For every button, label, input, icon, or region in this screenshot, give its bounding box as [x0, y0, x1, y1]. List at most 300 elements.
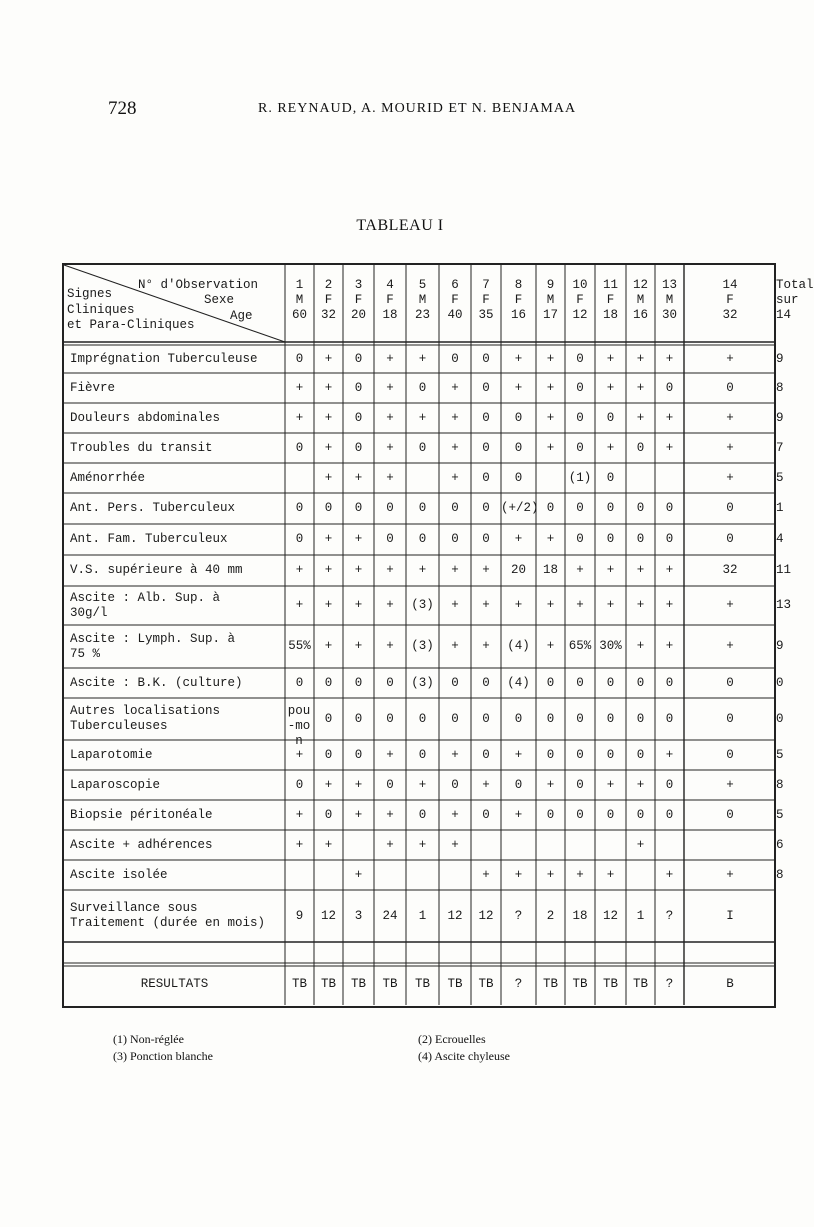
- table-cell: 0: [324, 807, 333, 822]
- table-cell: 32: [722, 563, 738, 577]
- column-header-13: 13: [661, 277, 677, 292]
- table-cell: +: [726, 867, 734, 882]
- table-cell: +: [514, 598, 523, 612]
- table-cell: 0: [482, 380, 490, 395]
- table-cell: +: [386, 639, 394, 653]
- table-cell: +: [354, 807, 363, 822]
- table-cell: 0: [324, 675, 333, 690]
- column-header-4: 4: [386, 277, 394, 292]
- table-cell: 0: [418, 532, 427, 546]
- table-cell: +: [324, 532, 333, 546]
- table-cell: 0: [576, 675, 584, 690]
- table-cell: +: [606, 380, 615, 395]
- column-header-14: F: [726, 292, 734, 307]
- results-cell: TB: [572, 977, 588, 991]
- table-cell: +: [636, 837, 645, 852]
- column-header-14: 14: [722, 277, 738, 292]
- table-cell: (4): [507, 675, 530, 690]
- total-header: 14: [776, 307, 792, 322]
- table-cell: +: [451, 837, 459, 852]
- table-cell: (+/2): [501, 501, 539, 515]
- row-total: 9: [776, 351, 784, 366]
- column-header-13: M: [665, 292, 674, 307]
- table-cell: 0: [295, 440, 304, 455]
- column-header-11: F: [606, 292, 615, 307]
- column-header-12: 16: [632, 307, 648, 322]
- table-cell: +: [354, 639, 363, 653]
- table-cell: 0: [418, 380, 427, 395]
- table-cell: 0: [546, 501, 555, 515]
- corner-cliniques: Cliniques: [67, 303, 135, 317]
- row-total: 5: [776, 470, 784, 485]
- table-cell: +: [482, 598, 490, 612]
- row-total: 8: [776, 867, 784, 882]
- table-cell: +: [514, 351, 523, 366]
- results-label: RESULTATS: [140, 977, 209, 991]
- table-cell: +: [354, 470, 363, 485]
- footnotes-left: [113, 1031, 213, 1065]
- table-cell: +: [386, 380, 394, 395]
- corner-para-cliniques: et Para-Cliniques: [67, 318, 195, 332]
- observation-table: [62, 263, 814, 1008]
- table-cell: 30%: [599, 639, 622, 653]
- table-cell: +: [451, 747, 459, 762]
- table-cell: +: [546, 598, 555, 612]
- table-cell: 0: [354, 711, 363, 726]
- table-cell: +: [546, 532, 555, 546]
- total-header: sur: [776, 292, 799, 307]
- table-cell: +: [354, 867, 363, 882]
- table-cell: +: [451, 563, 459, 577]
- row-label: Biopsie péritonéale: [70, 807, 213, 822]
- table-cell: +: [418, 351, 427, 366]
- table-title: TABLEAU I: [356, 217, 444, 234]
- column-header-1: 1: [295, 277, 304, 292]
- table-cell: 0: [576, 501, 584, 515]
- table-cell: 0: [295, 675, 304, 690]
- table-cell: +: [451, 807, 459, 822]
- column-header-4: F: [386, 292, 394, 307]
- table-cell: +: [606, 598, 615, 612]
- column-header-9: 17: [542, 307, 558, 322]
- table-cell: 0: [606, 532, 615, 546]
- table-cell: 0: [482, 410, 490, 425]
- table-cell: +: [606, 440, 615, 455]
- row-total: 8: [776, 380, 784, 395]
- table-cell: 0: [576, 532, 584, 546]
- table-cell: +: [418, 777, 427, 792]
- table-cell: +: [386, 351, 394, 366]
- column-header-7: F: [482, 292, 490, 307]
- table-cell: 3: [354, 908, 363, 923]
- column-header-5: 23: [414, 307, 430, 322]
- table-cell: +: [636, 563, 645, 577]
- table-cell: +: [726, 639, 734, 653]
- table-cell: 0: [636, 501, 645, 515]
- table-cell: 9: [295, 908, 304, 923]
- table-cell: +: [386, 747, 394, 762]
- table-cell: 0: [386, 711, 394, 726]
- table-cell: 0: [576, 440, 584, 455]
- table-cell: 20: [510, 563, 526, 577]
- table-cell: +: [451, 639, 459, 653]
- table-cell: 0: [418, 711, 427, 726]
- table-cell: 0: [482, 711, 490, 726]
- table-cell: 0: [354, 380, 363, 395]
- row-label: Tuberculeuses: [70, 719, 168, 733]
- table-cell: +: [576, 867, 584, 882]
- row-total: 0: [776, 711, 784, 726]
- column-header-3: F: [354, 292, 363, 307]
- table-cell: +: [324, 639, 333, 653]
- row-total: 6: [776, 837, 784, 852]
- table-cell: 0: [386, 675, 394, 690]
- total-header: Total: [776, 277, 814, 292]
- results-cell: TB: [382, 977, 398, 991]
- table-cell: +: [726, 351, 734, 366]
- table-cell: 0: [482, 440, 490, 455]
- table-cell: ?: [665, 908, 674, 923]
- column-header-9: 9: [546, 277, 555, 292]
- table-cell: +: [386, 470, 394, 485]
- table-cell: 0: [636, 675, 645, 690]
- column-header-14: 32: [722, 307, 738, 322]
- column-header-3: 20: [350, 307, 366, 322]
- table-cell: +: [636, 639, 645, 653]
- table-cell: +: [546, 410, 555, 425]
- footnote-1: (1) Non-réglée: [113, 1032, 184, 1046]
- table-cell: +: [726, 470, 734, 485]
- column-header-8: 8: [514, 277, 523, 292]
- row-label: Laparotomie: [70, 747, 153, 762]
- table-cell: +: [386, 807, 394, 822]
- row-label: 30g/l: [70, 605, 108, 620]
- table-cell: 12: [478, 908, 494, 923]
- table-cell: +: [324, 777, 333, 792]
- column-header-1: 60: [291, 307, 307, 322]
- table-cell: +: [295, 837, 304, 852]
- row-label: 75 %: [70, 646, 101, 661]
- table-cell: +: [606, 351, 615, 366]
- table-cell: 0: [546, 747, 555, 762]
- column-header-7: 7: [482, 277, 490, 292]
- row-label: Ascite : B.K. (culture): [70, 675, 243, 690]
- table-cell: 0: [354, 675, 363, 690]
- table-cell: +: [636, 777, 645, 792]
- table-cell: 0: [726, 380, 734, 395]
- row-label: Ascite : Lymph. Sup. à: [70, 631, 236, 646]
- table-cell: +: [324, 563, 333, 577]
- row-label: Autres localisations: [70, 704, 221, 718]
- table-cell: +: [324, 380, 333, 395]
- column-header-6: 40: [447, 307, 463, 322]
- table-cell: 0: [514, 711, 523, 726]
- corner-observation: N° d'Observation: [138, 278, 259, 292]
- column-header-2: F: [324, 292, 333, 307]
- table-cell: 0: [324, 711, 333, 726]
- table-cell: 18: [572, 908, 588, 923]
- table-cell: 0: [576, 747, 584, 762]
- table-cell: +: [354, 563, 363, 577]
- table-cell: +: [546, 351, 555, 366]
- table-cell: +: [606, 563, 615, 577]
- table-cell: +: [295, 598, 304, 612]
- column-header-11: 18: [602, 307, 618, 322]
- corner-age: Age: [230, 309, 253, 323]
- table-cell: +: [354, 532, 363, 546]
- table-cell: +: [514, 867, 523, 882]
- table-cell: +: [636, 351, 645, 366]
- row-total: 11: [776, 563, 792, 577]
- table-cell: 0: [451, 501, 459, 515]
- table-cell: 0: [606, 501, 615, 515]
- column-header-5: M: [418, 292, 427, 307]
- table-cell: pou-mon: [287, 704, 311, 748]
- table-cell: +: [295, 410, 304, 425]
- table-cell: 0: [606, 711, 615, 726]
- row-total: 0: [776, 675, 784, 690]
- row-total: 5: [776, 747, 784, 762]
- row-total: 13: [776, 598, 792, 612]
- row-total: 8: [776, 777, 784, 792]
- table-cell: 0: [354, 501, 363, 515]
- table-cell: +: [665, 598, 674, 612]
- row-label: Aménorrhée: [70, 470, 146, 485]
- table-cell: 0: [576, 807, 584, 822]
- table-cell: +: [514, 380, 523, 395]
- table-cell: +: [546, 867, 555, 882]
- table-cell: 65%: [568, 639, 592, 653]
- column-header-11: 11: [602, 277, 618, 292]
- footnote-4: (4) Ascite chyleuse: [418, 1049, 510, 1063]
- table-cell: 0: [482, 675, 490, 690]
- table-cell: +: [324, 440, 333, 455]
- table-cell: 0: [451, 351, 459, 366]
- table-cell: +: [514, 807, 523, 822]
- results-cell: B: [726, 977, 734, 991]
- corner-sexe: Sexe: [204, 293, 235, 307]
- table-cell: 0: [354, 410, 363, 425]
- table-cell: 0: [606, 807, 615, 822]
- table-cell: 0: [636, 532, 645, 546]
- table-cell: +: [295, 380, 304, 395]
- footnote-3: (3) Ponction blanche: [113, 1049, 213, 1063]
- table-cell: 1: [418, 908, 427, 923]
- row-label: Douleurs abdominales: [70, 410, 221, 425]
- table-cell: +: [546, 440, 555, 455]
- corner-signes: Signes: [67, 287, 113, 301]
- table-cell: +: [665, 351, 674, 366]
- table-cell: +: [451, 380, 459, 395]
- table-cell: 12: [320, 908, 336, 923]
- table-cell: +: [324, 351, 333, 366]
- table-cell: +: [514, 747, 523, 762]
- table-cell: 0: [451, 675, 459, 690]
- table-cell: +: [665, 563, 674, 577]
- table-cell: 0: [354, 351, 363, 366]
- table-cell: +: [418, 837, 427, 852]
- table-cell: 0: [636, 440, 645, 455]
- column-header-1: M: [295, 292, 304, 307]
- table-cell: +: [295, 807, 304, 822]
- column-header-6: 6: [451, 277, 459, 292]
- table-cell: 0: [418, 807, 427, 822]
- table-cell: 0: [726, 711, 734, 726]
- table-cell: +: [324, 598, 333, 612]
- table-cell: 0: [295, 532, 304, 546]
- row-total: 5: [776, 807, 784, 822]
- results-cell: TB: [632, 977, 648, 991]
- column-header-8: F: [514, 292, 523, 307]
- table-cell: +: [546, 380, 555, 395]
- row-total: 1: [776, 501, 784, 515]
- table-cell: +: [576, 598, 584, 612]
- row-label: Ascite isolée: [70, 867, 168, 882]
- row-label: Traitement (durée en mois): [70, 916, 266, 930]
- page-number: 728: [108, 98, 137, 119]
- table-cell: 0: [482, 470, 490, 485]
- table-cell: 0: [514, 440, 523, 455]
- results-cell: TB: [447, 977, 463, 991]
- table-cell: 0: [726, 501, 734, 515]
- table-cell: +: [482, 777, 490, 792]
- table-cell: 0: [726, 675, 734, 690]
- results-cell: TB: [414, 977, 430, 991]
- results-cell: TB: [542, 977, 558, 991]
- table-cell: +: [354, 598, 363, 612]
- column-header-5: 5: [418, 277, 427, 292]
- table-cell: 0: [295, 777, 304, 792]
- table-cell: 0: [324, 501, 333, 515]
- table-cell: 0: [665, 675, 674, 690]
- row-label: Fièvre: [70, 380, 116, 395]
- table-cell: 0: [451, 532, 459, 546]
- table-cell: 24: [382, 908, 398, 923]
- table-cell: +: [482, 867, 490, 882]
- results-cell: ?: [514, 977, 523, 991]
- table-cell: +: [546, 639, 555, 653]
- table-cell: +: [295, 563, 304, 577]
- column-header-10: 10: [572, 277, 588, 292]
- table-cell: 0: [576, 351, 584, 366]
- table-cell: (4): [507, 639, 530, 653]
- row-total: 7: [776, 440, 784, 455]
- row-total: 9: [776, 410, 784, 425]
- table-cell: 0: [451, 777, 459, 792]
- table-cell: ?: [514, 908, 523, 923]
- column-header-10: F: [576, 292, 584, 307]
- table-cell: 12: [602, 908, 618, 923]
- table-cell: 0: [324, 747, 333, 762]
- table-cell: 0: [636, 747, 645, 762]
- table-cell: +: [386, 598, 394, 612]
- table-cell: +: [726, 440, 734, 455]
- table-cell: 0: [482, 747, 490, 762]
- table-cell: +: [295, 747, 304, 762]
- table-cell: +: [514, 532, 523, 546]
- row-label: Ascite : Alb. Sup. à: [70, 590, 221, 605]
- row-label: Imprégnation Tuberculeuse: [70, 351, 258, 366]
- column-header-10: 12: [572, 307, 588, 322]
- row-label: Laparoscopie: [70, 777, 161, 792]
- table-cell: 0: [482, 501, 490, 515]
- table-cell: 0: [576, 410, 584, 425]
- table-cell: 0: [386, 501, 394, 515]
- table-cell: 0: [482, 351, 490, 366]
- table-cell: 0: [606, 470, 615, 485]
- table-cell: 1: [636, 908, 645, 923]
- row-label: Troubles du transit: [70, 440, 213, 455]
- table-cell: 0: [386, 777, 394, 792]
- table-cell: +: [482, 639, 490, 653]
- table-cell: 0: [482, 532, 490, 546]
- table-cell: 0: [726, 807, 734, 822]
- column-header-12: 12: [632, 277, 648, 292]
- table-cell: +: [324, 410, 333, 425]
- table-cell: +: [665, 410, 674, 425]
- column-header-7: 35: [478, 307, 494, 322]
- table-cell: +: [606, 777, 615, 792]
- table-cell: 0: [665, 380, 674, 395]
- results-cell: TB: [291, 977, 307, 991]
- table-cell: +: [386, 563, 394, 577]
- table-cell: 0: [636, 807, 645, 822]
- column-header-12: M: [636, 292, 645, 307]
- table-cell: +: [418, 410, 427, 425]
- table-cell: +: [354, 777, 363, 792]
- table-cell: +: [451, 470, 459, 485]
- column-header-4: 18: [382, 307, 398, 322]
- table-cell: 0: [386, 532, 394, 546]
- table-cell: 0: [665, 711, 674, 726]
- column-header-8: 16: [510, 307, 526, 322]
- row-label: Ascite + adhérences: [70, 837, 213, 852]
- table-cell: 0: [418, 747, 427, 762]
- table-cell: 0: [418, 440, 427, 455]
- row-label: V.S. supérieure à 40 mm: [70, 563, 243, 577]
- footnotes-right: [418, 1031, 510, 1065]
- table-cell: +: [386, 440, 394, 455]
- table-cell: 2: [546, 908, 555, 923]
- table-cell: 0: [726, 747, 734, 762]
- footnote-2: (2) Ecrouelles: [418, 1032, 486, 1046]
- table-cell: (3): [411, 675, 434, 690]
- table-cell: +: [665, 639, 674, 653]
- table-cell: 0: [482, 807, 490, 822]
- row-label: Ant. Fam. Tuberculeux: [70, 532, 228, 546]
- row-total: 9: [776, 639, 784, 653]
- table-cell: +: [576, 563, 584, 577]
- table-cell: +: [665, 867, 674, 882]
- results-cell: ?: [665, 977, 674, 991]
- table-cell: +: [451, 598, 459, 612]
- table-cell: 12: [447, 908, 463, 923]
- table-cell: +: [636, 598, 645, 612]
- table-cell: 0: [665, 532, 674, 546]
- column-header-2: 2: [324, 277, 333, 292]
- table-cell: 0: [726, 532, 734, 546]
- table-cell: 0: [576, 380, 584, 395]
- table-cell: 0: [606, 410, 615, 425]
- table-cell: +: [324, 837, 333, 852]
- column-header-3: 3: [354, 277, 363, 292]
- table-cell: 0: [418, 501, 427, 515]
- table-cell: +: [324, 470, 333, 485]
- table-cell: +: [482, 563, 490, 577]
- table-cell: 0: [514, 470, 523, 485]
- table-cell: +: [546, 777, 555, 792]
- table-cell: 0: [295, 351, 304, 366]
